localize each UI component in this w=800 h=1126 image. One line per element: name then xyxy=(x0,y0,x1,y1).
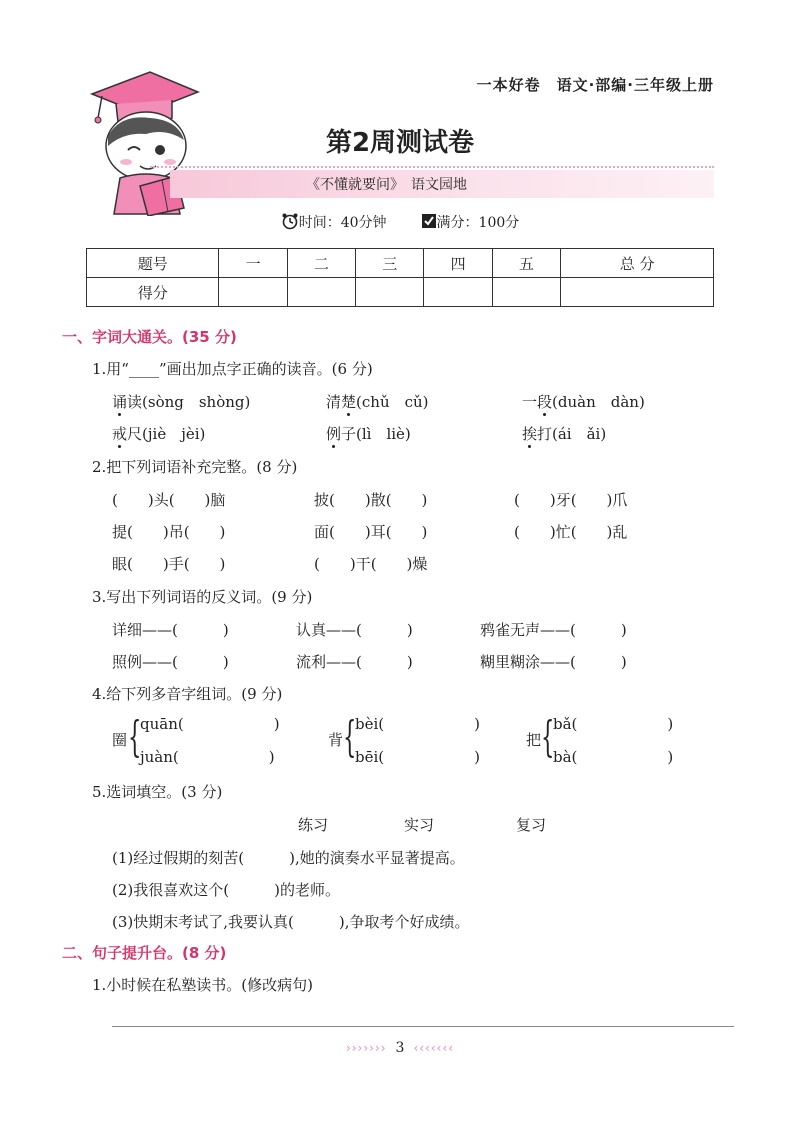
polyphone-reading: bèi( ) xyxy=(355,715,480,733)
q2-item: ( )干( )燥 xyxy=(314,555,428,573)
score-header-cell: 一 xyxy=(219,249,287,278)
polyphone-char: 圈 xyxy=(112,731,128,749)
q3-item: 鸦雀无声——( ) xyxy=(480,621,627,639)
score-header-cell: 五 xyxy=(492,249,560,278)
brace: { xyxy=(343,712,357,761)
fill-sentence: (2)我很喜欢这个( )的老师。 xyxy=(112,881,340,899)
brace: { xyxy=(128,712,142,761)
q2-item: ( )牙( )爪 xyxy=(514,491,628,509)
q1-item: 例子(lì liè) xyxy=(326,425,411,443)
polyphone-reading: bà( ) xyxy=(553,748,674,766)
q3-item: 照例——( ) xyxy=(112,653,229,671)
q1-item: 一段(duàn dàn) xyxy=(522,393,645,411)
q2-item: 披( )散( ) xyxy=(314,491,428,509)
score-cell[interactable] xyxy=(356,278,424,307)
check-icon xyxy=(421,213,437,229)
time-limit: 时间：40分钟 xyxy=(298,215,387,231)
dotted-char: 挨 xyxy=(522,425,538,443)
polyphone-reading: juàn( ) xyxy=(140,748,275,766)
left-arrows-icon: ››››››› xyxy=(345,1041,387,1055)
q3-item: 流利——( ) xyxy=(296,653,413,671)
score-cell[interactable] xyxy=(492,278,560,307)
page-number: 3 xyxy=(395,1040,405,1056)
q1-prompt: 1.用“____”画出加点字正确的读音。(6 分) xyxy=(92,360,373,378)
q2-item: ( )忙( )乱 xyxy=(514,523,628,541)
dotted-char: 楚 xyxy=(341,393,357,411)
polyphone-reading: bēi( ) xyxy=(355,748,480,766)
score-cell[interactable] xyxy=(287,278,355,307)
exam-info xyxy=(0,212,800,232)
score-header-cell: 二 xyxy=(287,249,355,278)
q2-item: 眼( )手( ) xyxy=(112,555,226,573)
word-choice: 练习 xyxy=(298,816,329,834)
section2-q1: 1.小时候在私塾读书。(修改病句) xyxy=(92,976,314,994)
page-footer xyxy=(0,1040,800,1056)
dotted-divider xyxy=(150,166,714,168)
score-header-cell: 三 xyxy=(356,249,424,278)
dotted-char: 例 xyxy=(326,425,342,443)
fill-sentence: (1)经过假期的刻苦( ),她的演奏水平显著提高。 xyxy=(112,849,465,867)
answer-line xyxy=(112,1026,734,1027)
score-table-score-row xyxy=(87,278,714,307)
score-header-cell: 题号 xyxy=(87,249,219,278)
score-header-cell: 总 分 xyxy=(561,249,714,278)
score-row-label: 得分 xyxy=(87,278,219,307)
page-title: 第2周测试卷 xyxy=(325,128,475,158)
score-cell[interactable] xyxy=(219,278,287,307)
section1-title: 一、字词大通关。(35 分) xyxy=(62,328,237,346)
score-table xyxy=(86,248,714,307)
polyphone-char: 把 xyxy=(526,731,542,749)
dotted-char: 诵 xyxy=(112,393,128,411)
dotted-char: 戒 xyxy=(112,425,128,443)
word-choice: 复习 xyxy=(516,816,547,834)
word-choice: 实习 xyxy=(404,816,435,834)
subtitle: 《不懂就要问》 语文园地 xyxy=(306,177,467,193)
polyphone-char: 背 xyxy=(328,731,344,749)
q2-item: 提( )吊( ) xyxy=(112,523,226,541)
q5-prompt: 5.选词填空。(3 分) xyxy=(92,783,223,801)
q2-item: 面( )耳( ) xyxy=(314,523,428,541)
score-cell[interactable] xyxy=(424,278,492,307)
score-table-header-row xyxy=(87,249,714,278)
q1-item: 诵读(sòng shòng) xyxy=(112,393,251,411)
full-score: 满分：100分 xyxy=(436,215,520,231)
q3-item: 糊里糊涂——( ) xyxy=(480,653,627,671)
alarm-clock-icon xyxy=(281,212,299,230)
dotted-char: 段 xyxy=(537,393,553,411)
brace: { xyxy=(541,712,555,761)
right-arrows-icon: ‹‹‹‹‹‹‹ xyxy=(413,1041,455,1055)
q4-prompt: 4.给下列多音字组词。(9 分) xyxy=(92,685,283,703)
score-header-cell: 四 xyxy=(424,249,492,278)
q3-item: 详细——( ) xyxy=(112,621,229,639)
fill-sentence: (3)快期末考试了,我要认真( ),争取考个好成绩。 xyxy=(112,913,470,931)
q3-prompt: 3.写出下列词语的反义词。(9 分) xyxy=(92,588,313,606)
q2-item: ( )头( )脑 xyxy=(112,491,226,509)
score-cell[interactable] xyxy=(561,278,714,307)
q1-item: 挨打(ái ǎi) xyxy=(522,425,607,443)
q3-item: 认真——( ) xyxy=(296,621,413,639)
polyphone-reading: bǎ( ) xyxy=(553,715,674,733)
q2-prompt: 2.把下列词语补充完整。(8 分) xyxy=(92,458,298,476)
q1-item: 清楚(chǔ cǔ) xyxy=(326,393,429,411)
section2-title: 二、句子提升台。(8 分) xyxy=(62,944,227,962)
series-label: 一本好卷 语文·部编·三年级上册 xyxy=(476,76,714,94)
polyphone-reading: quān( ) xyxy=(140,715,280,733)
q1-item: 戒尺(jiè jèi) xyxy=(112,425,206,443)
